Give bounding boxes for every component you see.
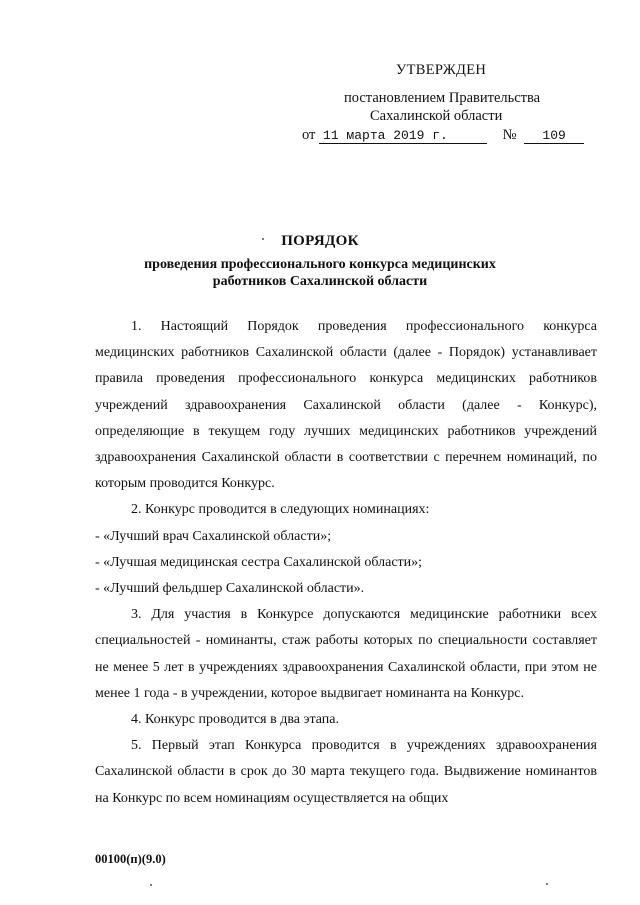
scan-speck	[546, 883, 548, 885]
approval-region-line: Сахалинской области	[370, 108, 503, 124]
document-heading	[0, 233, 640, 290]
paragraph-3: 3. Для участия в Конкурсе допускаются медицинские работники всех специальностей - номинанты, стаж работы которых по специальности составляет не менее 5 лет в учреждениях здравоохранения Сахалинской области, при этом не менее 1 года - в учреждении, которое выдвигает номинанта на Конкурс.	[95, 607, 597, 701]
approval-number-field: 109	[524, 129, 584, 144]
subtitle-line-1: проведения профессионального конкурса медицинских	[144, 257, 496, 272]
paragraph-5: 5. Первый этап Конкурса проводится в учреждениях здравоохранения Сахалинской области в срок до 30 марта текущего года. Выдвижение номинантов на Конкурс по всем номинациям осуществляется на общих	[95, 738, 597, 806]
number-label: №	[502, 127, 517, 143]
document-subtitle	[0, 256, 640, 290]
nomination-item-3: - «Лучший фельдшер Сахалинской области».	[95, 581, 365, 597]
nomination-item-2: - «Лучшая медицинская сестра Сахалинской области»;	[95, 554, 423, 570]
date-prefix: от	[302, 127, 316, 143]
scan-speck	[150, 884, 152, 886]
nomination-item-1: - «Лучший врач Сахалинской области»;	[95, 528, 332, 544]
paragraph-4: 4. Конкурс проводится в два этапа.	[131, 712, 340, 728]
approval-decree-line: постановлением Правительства	[344, 90, 541, 106]
document-code: 00100(п)(9.0)	[95, 852, 166, 866]
approved-label: УТВЕРЖДЕН	[396, 62, 487, 78]
approval-date-number-line	[302, 127, 584, 144]
subtitle-line-2: работников Сахалинской области	[212, 274, 428, 289]
paragraph-2: 2. Конкурс проводится в следующих номинациях:	[131, 502, 430, 518]
approval-date-field: 11 марта 2019 г.	[319, 129, 487, 144]
paragraph-1: 1. Настоящий Порядок проведения профессионального конкурса медицинских работников Сахалинской области (далее - Порядок) устанавливает правила проведения профессионального конкурса медицинских работников учреждений здравоохранения Сахалинской области (далее - Конкурс), определяющие в текущем году лучших медицинских работников учреждений здравоохранения Сахалинской области в соответствии с перечнем номинаций, по которым проводится Конкурс.	[95, 319, 597, 492]
document-title: ПОРЯДОК	[281, 233, 359, 249]
document-body	[95, 314, 597, 812]
scan-speck	[262, 238, 264, 240]
